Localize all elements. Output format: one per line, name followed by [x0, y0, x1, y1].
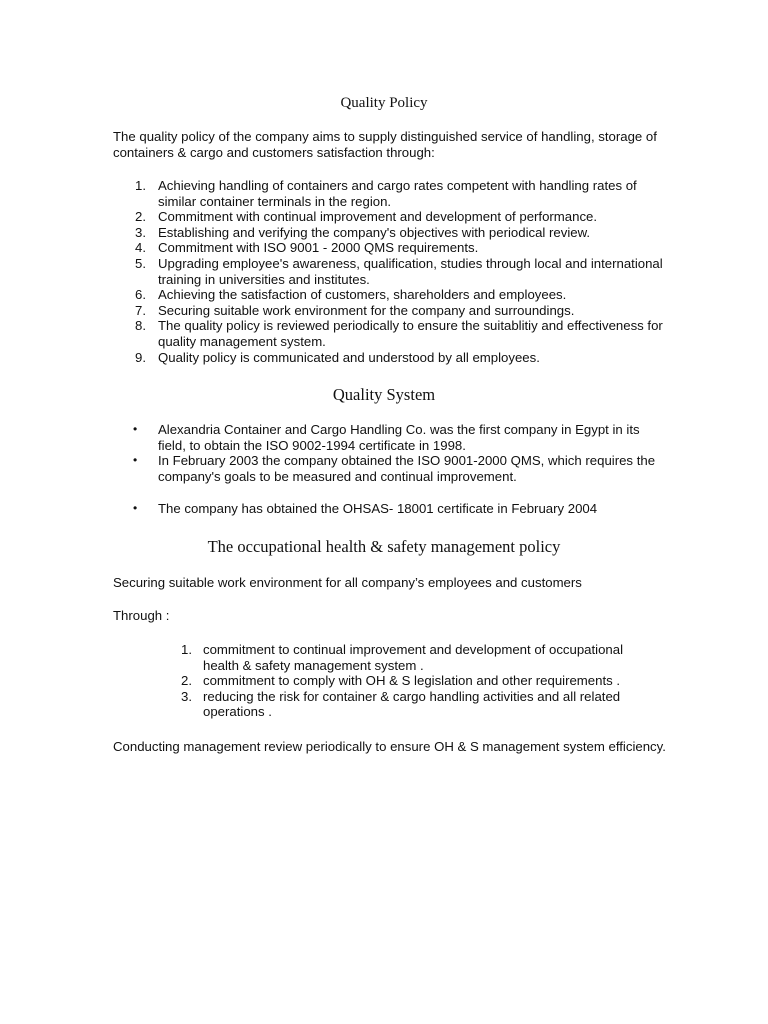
list-item-text: Achieving handling of containers and cargo rates competent with handling rates of similar container terminals in the region. — [158, 178, 637, 209]
list-marker: 1. — [135, 178, 146, 193]
ohs-policy-intro: Securing suitable work environment for all company’s employees and customers — [113, 575, 582, 590]
list-item — [135, 255, 668, 287]
list-item-text: Establishing and verifying the company's objectives with periodical review. — [158, 224, 591, 240]
list-item — [135, 287, 668, 303]
list-item-text: Upgrading employee's awareness, qualification, studies through local and international training in universities and institutes. — [158, 255, 663, 287]
list-marker: 6. — [135, 287, 146, 303]
quality-system-list — [133, 422, 668, 517]
list-marker: 8. — [135, 318, 146, 334]
list-item — [133, 453, 668, 484]
list-item — [135, 209, 668, 225]
quality-policy-intro: The quality policy of the company aims to supply distinguished service of handling, storage of containers & cargo and customers satisfaction through: — [113, 129, 657, 160]
list-item-text: commitment to continual improvement and development of occupational health & safety management system . — [203, 642, 624, 673]
list-item-text: reducing the risk for container & cargo handling activities and all related operations . — [203, 688, 621, 720]
list-item — [135, 224, 668, 241]
list-marker: 5. — [135, 255, 146, 271]
list-item-text: Achieving the satisfaction of customers, shareholders and employees. — [158, 287, 567, 303]
list-marker: 7. — [135, 302, 146, 318]
list-item — [181, 688, 633, 720]
quality-policy-heading: Quality Policy — [340, 95, 428, 111]
list-marker: 2. — [135, 209, 146, 225]
list-marker: 1. — [181, 642, 192, 657]
list-item — [135, 178, 668, 209]
list-item — [133, 501, 668, 517]
list-item-text: Securing suitable work environment for the company and surroundings. — [158, 302, 575, 318]
list-item-text: The quality policy is reviewed periodically to ensure the suitablitiy and effectiveness for quality management system. — [158, 318, 663, 349]
list-item — [181, 642, 633, 673]
list-marker: 4. — [135, 240, 146, 256]
list-item-text: commitment to comply with OH & S legislation and other requirements . — [203, 673, 621, 689]
ohs-policy-list — [181, 642, 633, 720]
ohs-through-label: Through : — [113, 608, 170, 623]
list-marker: 2. — [181, 673, 192, 689]
list-item — [135, 240, 668, 256]
bullet-marker: • — [133, 453, 138, 468]
list-item — [135, 302, 668, 319]
list-item-text: Commitment with continual improvement and development of performance. — [158, 209, 598, 225]
list-item-text: Alexandria Container and Cargo Handling Co. was the first company in Egypt in its field, to obtain the ISO 9002-1994 certificate in 1998. — [158, 422, 640, 453]
ohs-closing-paragraph: Conducting management review periodically to ensure OH & S management system efficiency. — [113, 739, 666, 754]
bullet-marker: • — [133, 501, 138, 516]
list-marker: 9. — [135, 349, 146, 365]
list-marker: 3. — [135, 224, 146, 240]
list-item-text: The company has obtained the OHSAS- 18001 certificate in February 2004 — [158, 501, 598, 517]
list-item — [133, 422, 668, 453]
list-item — [135, 349, 668, 366]
quality-policy-list — [135, 178, 668, 365]
list-item-text: Quality policy is communicated and understood by all employees. — [158, 349, 540, 365]
list-marker: 3. — [181, 688, 192, 704]
list-item — [181, 673, 633, 689]
quality-system-heading: Quality System — [332, 385, 436, 404]
list-item — [135, 318, 668, 349]
bullet-marker: • — [133, 422, 138, 436]
list-item-text: Commitment with ISO 9001 - 2000 QMS requirements. — [158, 240, 479, 256]
ohs-policy-heading: The occupational health & safety management policy — [207, 537, 561, 556]
list-item-text: In February 2003 the company obtained the ISO 9001-2000 QMS, which requires the company's goals to be measured and continual improvement. — [158, 453, 656, 484]
